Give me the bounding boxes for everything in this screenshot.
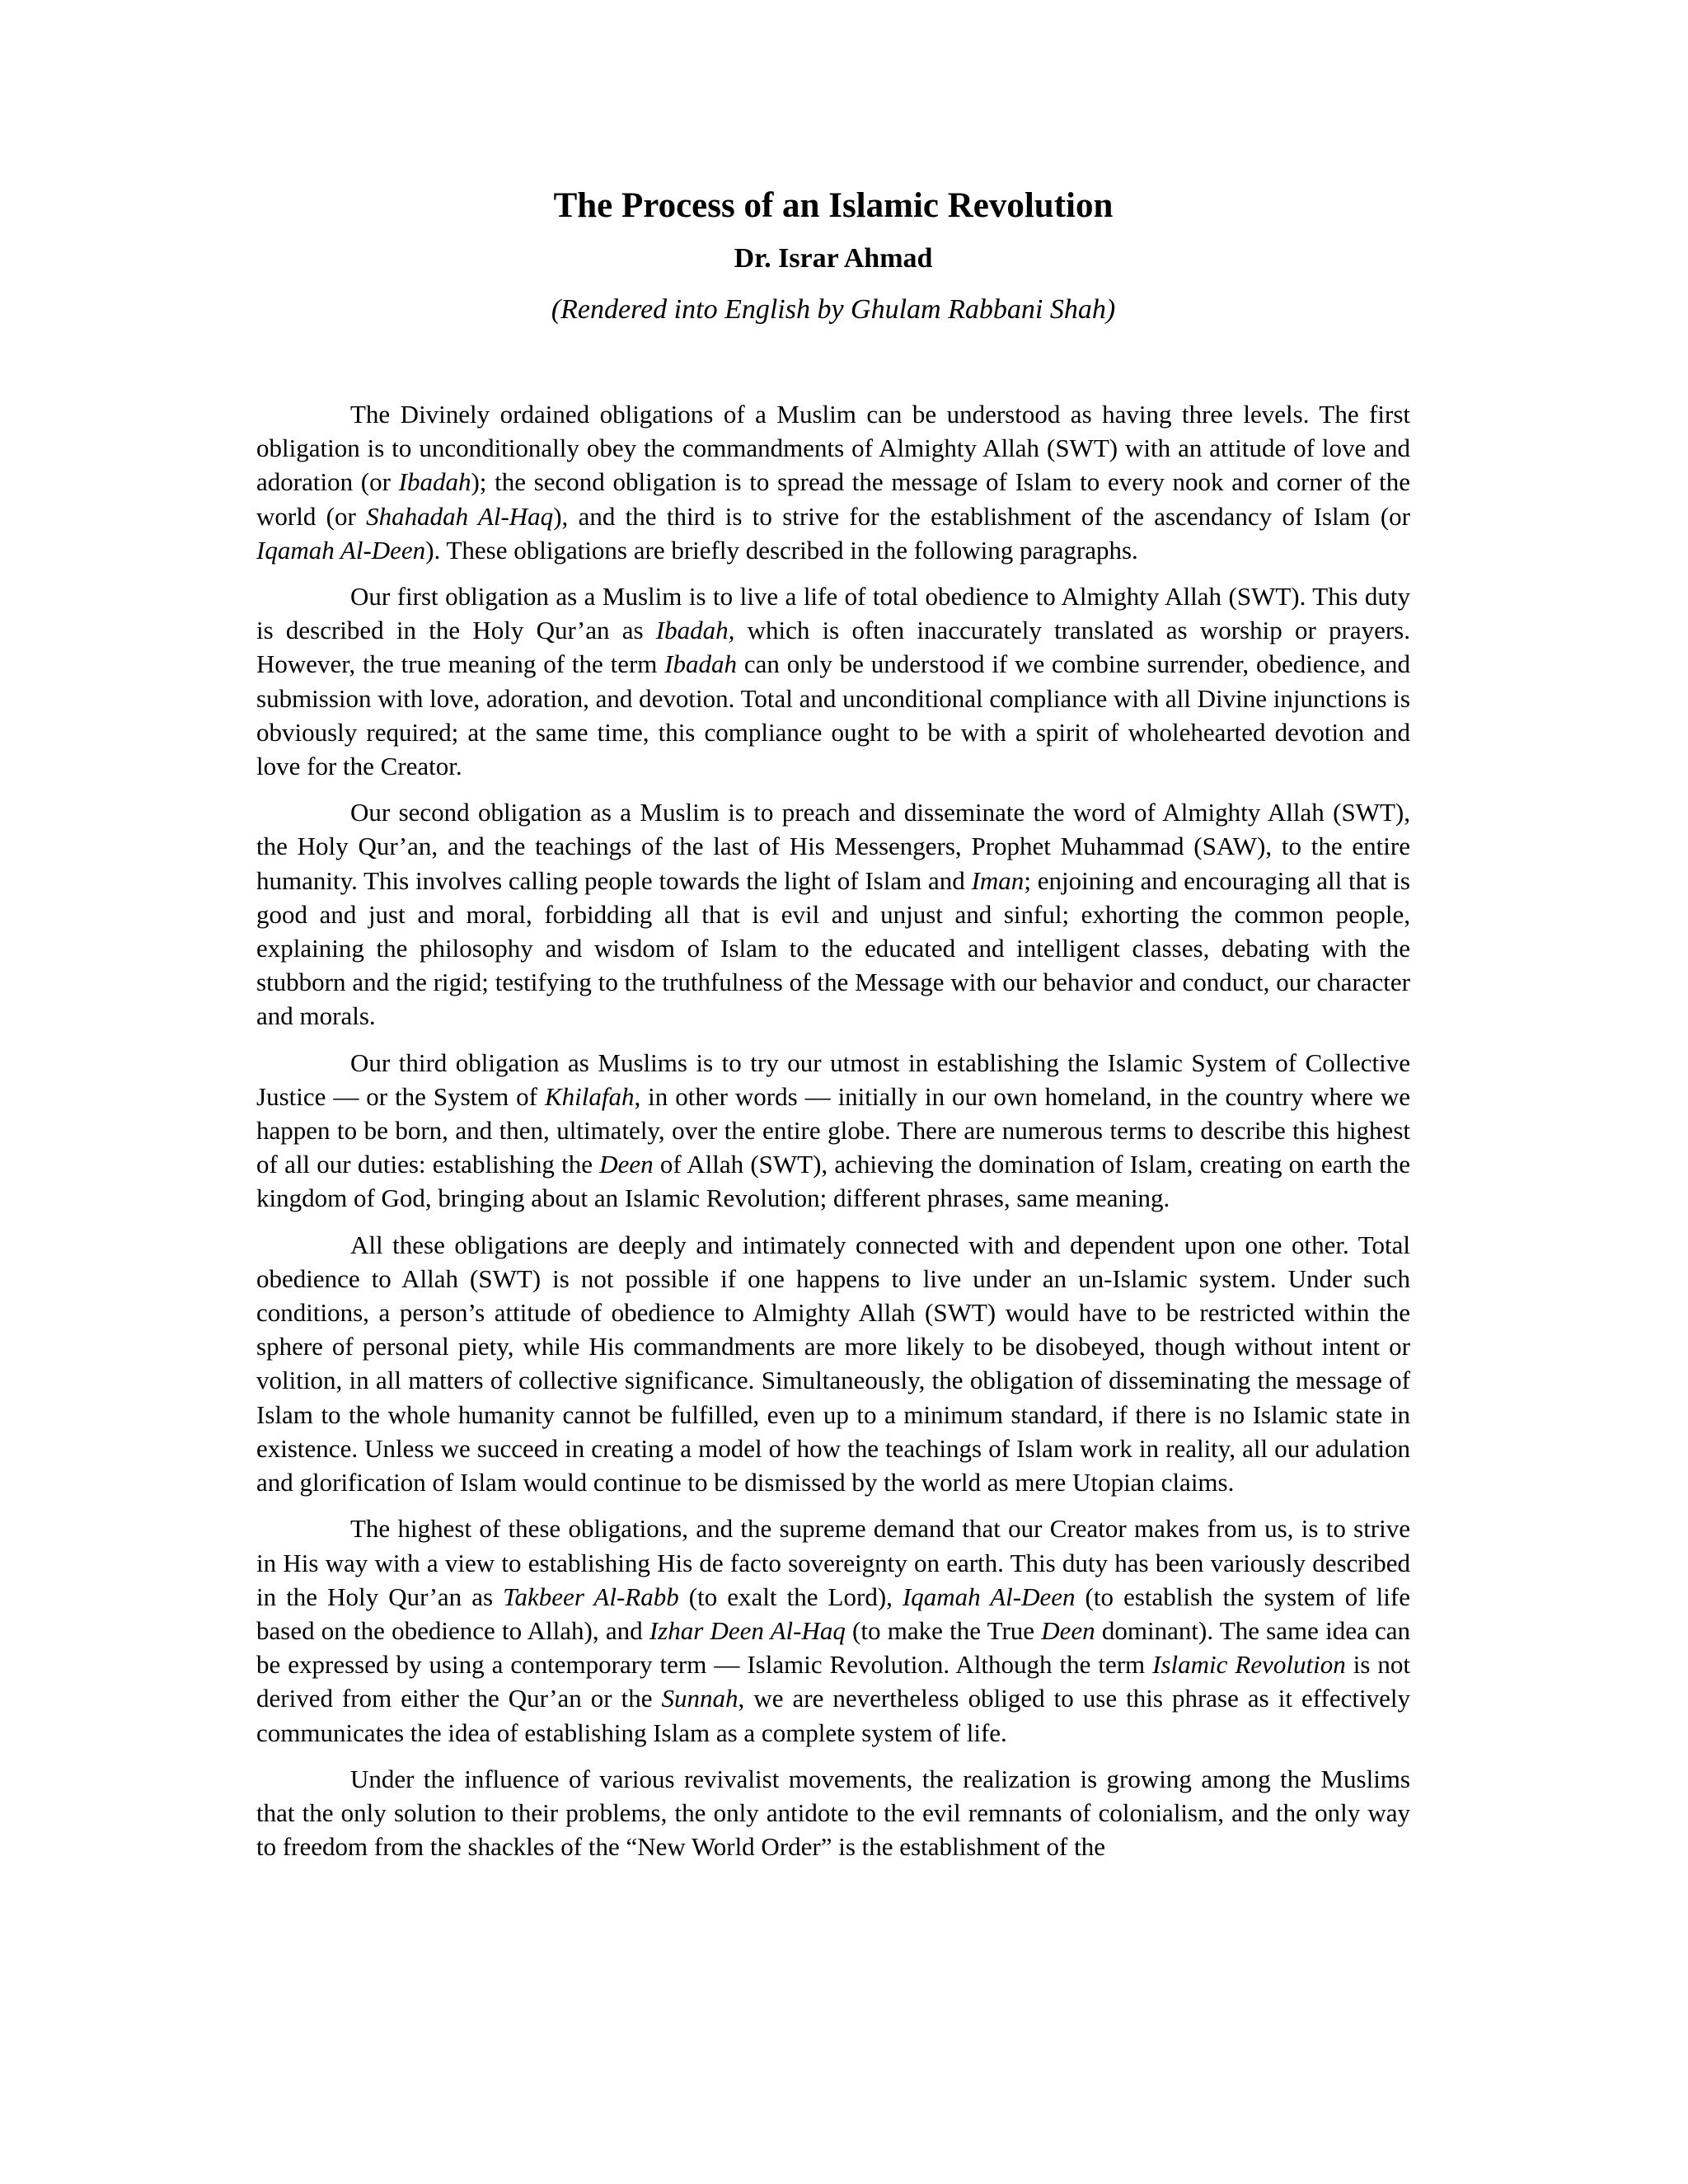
body-paragraph — [256, 1511, 1410, 1749]
paragraph-text: ; enjoining and encouraging all that is good and just and moral, forbidding all that is evil and unjust and sinful; exhorting the common people, explaining the philosophy and wisdom of Islam to the educated and intelligent classes, debating with the stubborn and the rigid; testifying to the truthfulness of the Message with our behavior and conduct, our character and morals. — [256, 865, 1410, 1031]
body-paragraph — [256, 579, 1410, 783]
paragraph-text: (to make the True — [845, 1615, 1042, 1645]
paragraph-text: is not derived from either the Qur’an or the — [256, 1650, 1410, 1713]
italic-term: Ibadah — [398, 467, 471, 497]
paragraph-text: Our third obligation as Muslims is to try our utmost in establishing the Islamic System of Collective Justice — or the System of — [256, 1047, 1410, 1111]
body-paragraph — [256, 1762, 1410, 1864]
italic-term: Takbeer Al-Rabb — [503, 1582, 679, 1611]
paragraph-text: All these obligations are deeply and intimately connected with and dependent upon one other. Total obedience to Allah (SWT) is not possible if one happens to live under an un-Islamic system. Under such conditions, a person’s attitude of obedience to Almighty Allah (SWT) would have to be restricted within the sphere of personal piety, while His commandments are more likely to be disobeyed, though without intent or volition, in all matters of collective significance. Simultaneously, the obligation of disseminating the message of Islam to the whole humanity cannot be fulfilled, even up to a minimum standard, if there is no Islamic state in existence. Unless we succeed in creating a model of how the teachings of Islam work in reality, all our adulation and glorification of Islam would continue to be dismissed by the world as mere Utopian claims. — [256, 1230, 1410, 1497]
italic-term: Deen — [599, 1150, 654, 1179]
paragraph-text: Our second obligation as a Muslim is to preach and disseminate the word of Almighty Allah (SWT), the Holy Qur’an, and the teachings of the last of His Messengers, Prophet Muhammad (SAW), to the entire humanity. This involves calling people towards the light of Islam and — [256, 798, 1410, 895]
body-paragraph — [256, 397, 1410, 567]
paragraph-text: which is often inaccurately translated as worship or prayers. However, the true meaning of the term — [256, 616, 1410, 679]
paragraph-text: dominant). The same idea can be expressed by using a contemporary term — Islamic Revolution. Although the term — [256, 1615, 1410, 1680]
italic-term: Iqamah Al-Deen — [902, 1582, 1076, 1611]
paragraph-text: , we are nevertheless obliged to use this phrase as it effectively communicates the idea of establishing Islam as a complete system of life. — [256, 1684, 1410, 1747]
paragraph-text: , in other words — initially in our own homeland, in the country where we happen to be born, and then, ultimately, over the entire globe. There are numerous terms to describe this highest of all our duties: establishing the — [256, 1081, 1410, 1179]
paragraph-text: The highest of these obligations, and the supreme demand that our Creator makes from us, is to strive in His way with a view to establishing His de facto sovereignty on earth. This duty has been variously described in the Holy Qur’an as — [256, 1514, 1410, 1611]
paragraph-text: (to establish the system of life based on the obedience to Allah), and — [256, 1582, 1410, 1645]
paragraph-text: Under the influence of various revivalist movements, the realization is growing among the Muslims that the only solution to their problems, the only antidote to the evil remnants of colonialism, and the only way to freedom from the shackles of the “New World Order” is the establishment of the — [256, 1764, 1410, 1862]
italic-term: Shahadah Al-Haq — [366, 501, 554, 531]
italic-term: Deen — [1041, 1615, 1095, 1645]
paragraph-text: of Allah (SWT), achieving the domination of Islam, creating on earth the kingdom of God, bringing about an Islamic Revolution; different phrases, same meaning. — [256, 1150, 1410, 1213]
document-body — [256, 397, 1410, 1863]
italic-term: Iqamah Al-Deen — [256, 535, 426, 565]
paragraph-text: The Divinely ordained obligations of a Muslim can be understood as having three levels. The first obligation is to unconditionally obey the commandments of Almighty Allah (SWT) with an attitude of love and adoration (or — [256, 400, 1410, 497]
paragraph-text: can only be understood if we combine surrender, obedience, and submission with love, adoration, and devotion. Total and unconditional compliance with all Divine injunctions is obviously required; at the same time, this compliance ought to be with a spirit of wholehearted devotion and love for the Creator. — [256, 649, 1410, 781]
italic-term: Ibadah, — [655, 616, 735, 645]
body-paragraph — [256, 1228, 1410, 1500]
italic-term: Iman — [971, 865, 1025, 895]
italic-term: Izhar Deen Al-Haq — [649, 1615, 846, 1645]
italic-term: Khilafah — [544, 1081, 635, 1111]
paragraph-text: Our first obligation as a Muslim is to live a life of total obedience to Almighty Allah (SWT). This duty is described in the Holy Qur’an as — [256, 582, 1410, 645]
paragraph-text: ). These obligations are briefly described in the following paragraphs. — [425, 535, 1138, 565]
italic-term: Sunnah — [661, 1684, 738, 1713]
body-paragraph — [256, 1046, 1410, 1216]
document-title: The Process of an Islamic Revolution — [553, 186, 1114, 225]
italic-term: Ibadah — [664, 649, 738, 679]
paragraph-text: ); the second obligation is to spread the message of Islam to every nook and corner of the world (or — [256, 467, 1410, 531]
author-name: Dr. Israr Ahmad — [734, 243, 933, 274]
body-paragraph — [256, 795, 1410, 1033]
paragraph-text: ), and the third is to strive for the establishment of the ascendancy of Islam (or — [553, 501, 1410, 531]
translator-credit: (Rendered into English by Ghulam Rabbani Shah) — [551, 294, 1116, 325]
italic-term: Islamic Revolution — [1152, 1650, 1346, 1680]
document-page — [256, 183, 1410, 1863]
paragraph-text: (to exalt the Lord), — [678, 1582, 903, 1611]
